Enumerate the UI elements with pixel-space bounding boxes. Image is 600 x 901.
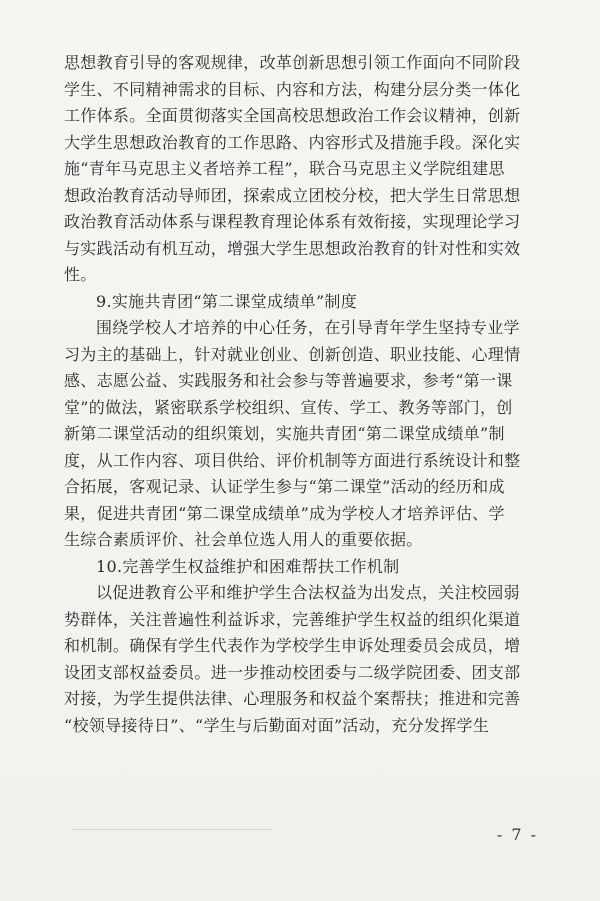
text-line: 工作体系。全面贯彻落实全国高校思想政治工作会议精神，创新 <box>64 106 521 125</box>
text-line: 习为主的基础上，针对就业创业、创新创造、职业技能、心理情 <box>64 344 521 364</box>
text-line: 度，从工作内容、项目供给、评价机制等方面进行系统设计和整 <box>64 450 521 470</box>
text-line: 围绕学校人才培养的中心任务，在引导青年学生坚持专业学 <box>96 318 520 337</box>
text-line: 感、志愿公益、实践服务和社会参与等普遍要求，参考“第一课 <box>64 371 513 390</box>
text-line: 势群体，关注普遍性利益诉求，完善维护学生权益的组织化渠道 <box>64 609 521 629</box>
text-line: 新第二课堂活动的组织策划，实施共青团“第二课堂成绩单”制 <box>64 424 505 443</box>
text-line: 施“青年马克思主义者培养工程”，联合马克思主义学院组建思 <box>64 159 505 178</box>
text-line: 想政治教育活动导师团，探索成立团校分校，把大学生日常思想 <box>64 185 521 205</box>
text-line: 对接，为学生提供法律、心理服务和权益个案帮扶；推进和完善 <box>64 689 521 708</box>
section-heading: 10.完善学生权益维护和困难帮扶工作机制 <box>96 556 400 576</box>
page-number: - 7 - <box>496 825 538 844</box>
text-line: 和机制。确保有学生代表作为学校学生申诉处理委员会成员，增 <box>64 636 521 655</box>
text-line: 性。 <box>64 265 97 284</box>
text-line: 政治教育活动体系与课程教育理论体系有效衔接，实现理论学习 <box>64 212 521 231</box>
text-line: 以促进教育公平和维护学生合法权益为出发点，关注校园弱 <box>96 583 520 602</box>
body-text <box>64 50 554 739</box>
footer-divider <box>72 829 272 830</box>
text-line: 果，促进共青团“第二课堂成绩单”成为学校人才培养评估、学 <box>64 503 505 523</box>
text-line: 思想教育引导的客观规律，改革创新思想引领工作面向不同阶段 <box>64 53 521 72</box>
text-line: 大学生思想政治教育的工作思路、内容形式及措施手段。深化实 <box>64 132 521 152</box>
text-line: 堂”的做法，紧密联系学校组织、宣传、学工、教务等部门，创 <box>64 397 513 417</box>
text-line: 学生、不同精神需求的目标、内容和方法，构建分层分类一体化 <box>64 79 521 99</box>
text-line: 设团支部权益委员。进一步推动校团委与二级学院团委、团支部 <box>64 662 521 682</box>
text-line: 生综合素质评价、社会单位选人用人的重要依据。 <box>64 530 423 549</box>
text-line: “校领导接待日”、“学生与后勤面对面”活动，充分发挥学生 <box>64 715 490 735</box>
section-heading: 9.实施共青团“第二课堂成绩单”制度 <box>96 291 358 311</box>
text-line: 与实践活动有机互动，增强大学生思想政治教育的针对性和实效 <box>64 238 521 258</box>
text-line: 合拓展，客观记录、认证学生参与“第二课堂”活动的经历和成 <box>64 477 505 496</box>
